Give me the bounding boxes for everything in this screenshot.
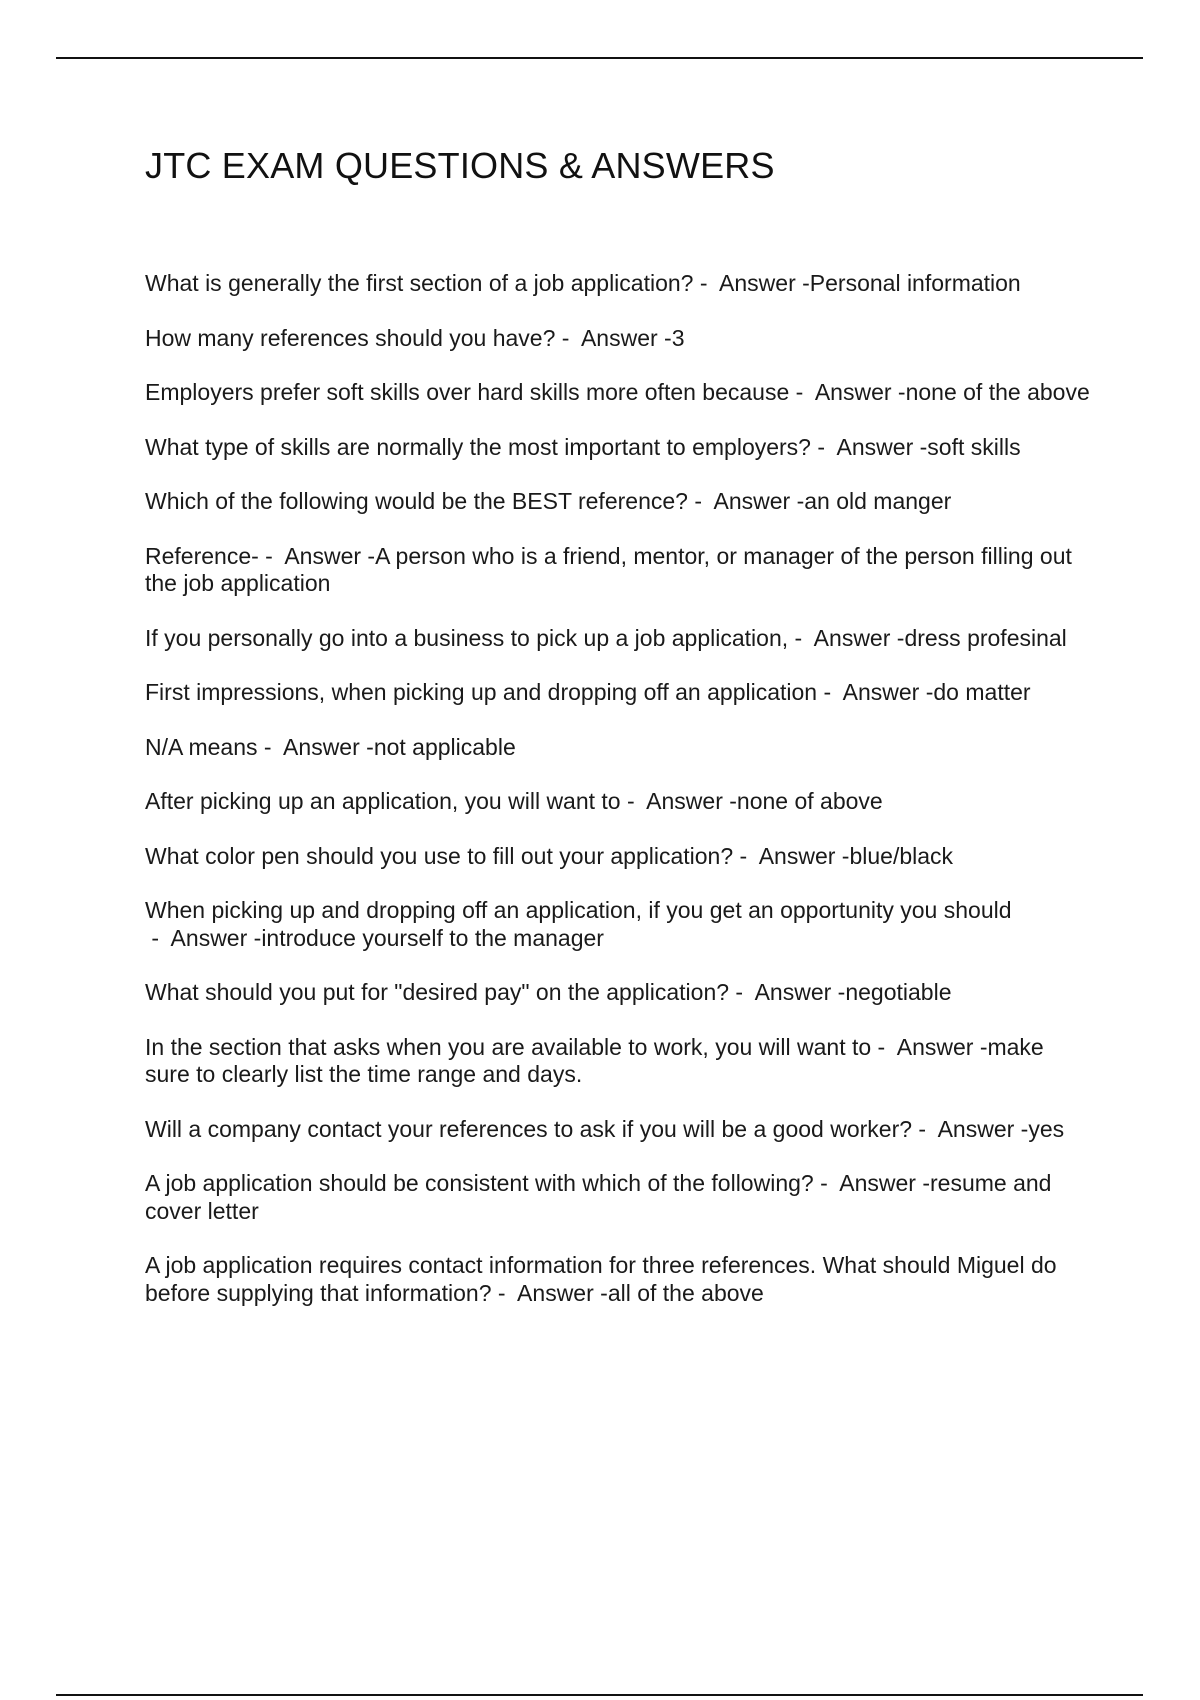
answer-text: not applicable — [373, 733, 516, 760]
answer-prefix: - Answer - — [871, 1033, 988, 1060]
answer-text: introduce yourself to the manager — [261, 924, 604, 951]
answer-text: none of above — [736, 788, 883, 814]
answer-text: dress profesinal — [904, 624, 1067, 651]
qa-item — [145, 897, 1090, 952]
qa-item — [145, 325, 1090, 353]
answer-prefix: - Answer - — [620, 788, 737, 814]
qa-item — [145, 1252, 1090, 1307]
answer-prefix: - Answer - — [813, 1170, 931, 1196]
qa-item — [145, 1170, 1090, 1225]
question-text: In the section that asks when you are available to work, you will want to — [145, 1033, 872, 1060]
answer-prefix: - Answer - — [693, 270, 810, 296]
qa-item — [145, 379, 1090, 407]
answer-text: Personal information — [809, 270, 1021, 296]
answer-text: A person who is a friend, mentor, or manager of the person filling out the job application — [145, 542, 1072, 596]
qa-list — [145, 270, 1090, 1334]
answer-text: an old manger — [804, 488, 952, 514]
qa-item — [145, 543, 1090, 598]
question-text: First impressions, when picking up and dropping off an application — [145, 679, 818, 705]
qa-item — [145, 843, 1090, 871]
question-text: What type of skills are normally the most important to employers? — [145, 433, 811, 460]
answer-prefix: - Answer - — [687, 488, 805, 514]
answer-text: yes — [1028, 1115, 1065, 1142]
question-text: A job application should be consistent with which of the following? — [145, 1170, 814, 1196]
answer-prefix: - Answer - — [788, 624, 905, 651]
answer-text: resume and cover letter — [145, 1170, 1052, 1224]
qa-item — [145, 270, 1090, 298]
answer-text: make sure to clearly list the time range and days. — [145, 1033, 1044, 1087]
qa-item — [145, 488, 1090, 516]
answer-prefix: - Answer - — [817, 679, 934, 705]
answer-prefix: - Answer - — [789, 379, 906, 405]
question-text: After picking up an application, you will want to — [145, 788, 621, 814]
question-text: Employers prefer soft skills over hard skills more often because — [145, 379, 790, 405]
question-text: Reference- — [145, 542, 259, 569]
qa-item — [145, 1034, 1090, 1089]
answer-prefix: - Answer - — [810, 433, 928, 460]
question-text: If you personally go into a business to pick up a job application, — [145, 624, 789, 651]
answer-prefix: - Answer - — [491, 1279, 608, 1306]
answer-text: none of the above — [905, 379, 1090, 405]
qa-item — [145, 434, 1090, 462]
top-divider — [56, 57, 1143, 59]
question-text: N/A means — [145, 733, 258, 760]
answer-text: 3 — [671, 324, 685, 351]
answer-text: negotiable — [845, 979, 952, 1005]
question-text: When picking up and dropping off an application, if you get an opportunity you should — [145, 897, 1012, 923]
answer-prefix: - Answer - — [555, 324, 672, 351]
question-text: A job application requires contact information for three references. What should Miguel do before supplying that information? — [145, 1252, 1057, 1306]
answer-text: blue/black — [849, 842, 954, 869]
answer-prefix: - Answer - — [258, 542, 376, 569]
answer-prefix: - Answer - — [257, 733, 374, 760]
answer-prefix: - Answer - — [733, 842, 850, 869]
qa-item — [145, 979, 1090, 1007]
answer-text: soft skills — [927, 433, 1021, 460]
answer-prefix: - Answer - — [145, 924, 262, 951]
qa-item — [145, 734, 1090, 762]
question-text: Will a company contact your references to ask if you will be a good worker? — [145, 1115, 913, 1142]
answer-prefix: - Answer - — [729, 979, 846, 1005]
qa-item — [145, 788, 1090, 816]
answer-text: all of the above — [607, 1279, 764, 1306]
qa-item — [145, 679, 1090, 707]
question-text: What is generally the first section of a job application? — [145, 270, 694, 296]
question-text: How many references should you have? — [145, 324, 556, 351]
qa-item — [145, 625, 1090, 653]
page-title: JTC EXAM QUESTIONS & ANSWERS — [145, 145, 775, 186]
answer-prefix: - Answer - — [912, 1115, 1029, 1142]
answer-text: do matter — [933, 679, 1031, 705]
qa-item — [145, 1116, 1090, 1144]
question-text: What should you put for "desired pay" on the application? — [145, 979, 730, 1005]
question-text: What color pen should you use to fill out your application? — [145, 842, 734, 869]
question-text: Which of the following would be the BEST reference? — [145, 488, 688, 514]
bottom-divider — [56, 1694, 1143, 1696]
